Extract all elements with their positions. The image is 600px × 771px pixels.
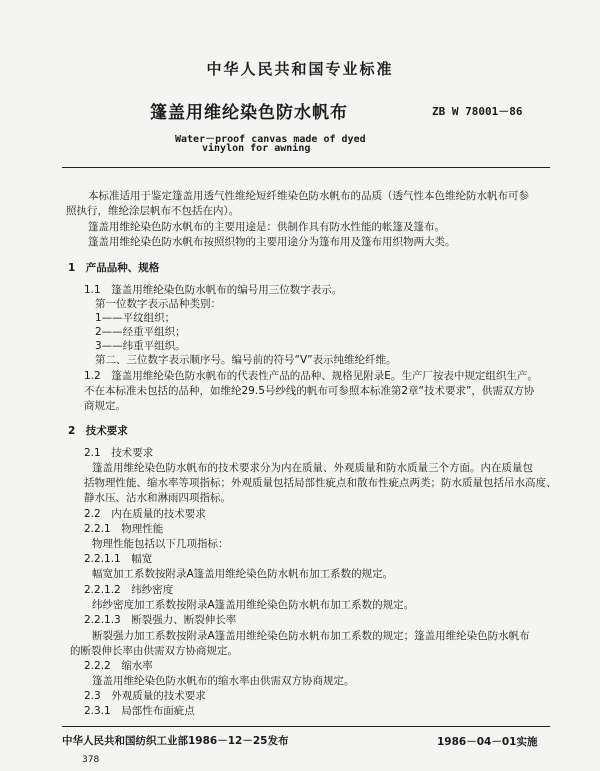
section-2-3: 2.3 外观质量的技术要求	[84, 690, 206, 702]
document-title: 篷盖用维纶染色防水帆布	[150, 103, 348, 123]
list-intro: 第一位数字表示品种类别：	[95, 298, 221, 310]
list-item-1: 1——平纹组织；	[95, 312, 176, 324]
issuing-agency: 中华人民共和国专业标准	[206, 60, 394, 78]
section-1-2-line-2: 不在本标准未包括的品种，如维纶29.5号纱线的帆布可参照本标准第2章“技术要求”，供需双方协	[84, 385, 535, 397]
english-title-line-2: vinylon for awning	[202, 143, 311, 154]
intro-paragraph-3: 篷盖用维纶染色防水帆布按照织物的主要用途分为篷布用及篷布用织物两大类。	[88, 236, 456, 248]
section-2-2-1-3: 2.2.1.3 断裂强力、断裂伸长率	[84, 614, 237, 626]
section-2-heading: 2 技术要求	[68, 425, 128, 437]
section-2-3-1: 2.3.1 局部性布面疵点	[84, 705, 195, 717]
intro-paragraph-1b: 照执行，维纶涂层帆布不包括在内）。	[66, 205, 240, 217]
section-2-2-1-3-para-1: 断裂强力加工系数按附录A篷盖用维纶染色防水帆布加工系数的规定；篷盖用维纶染色防水帆布	[92, 630, 530, 642]
section-1-2-line-1: 1.2 篷盖用维纶染色防水帆布的代表性产品的品种、规格见附录E。生产厂按表中规定组织生产。	[84, 370, 538, 382]
issue-date: 中华人民共和国纺织工业部1986－12－25发布	[62, 735, 289, 747]
section-1-2-line-3: 商规定。	[84, 400, 126, 412]
standard-number: ZB W 78001－86	[432, 105, 523, 118]
section-2-2-1-3-para-2: 的断裂伸长率由供需双方协商规定。	[70, 645, 238, 657]
list-item-2: 2——经重平组织；	[95, 326, 186, 338]
section-2-2-1-2-para: 纬纱密度加工系数按附录A篷盖用维纶染色防水帆布加工系数的规定。	[92, 599, 415, 611]
section-2-2-1: 2.2.1 物理性能	[84, 523, 164, 535]
section-2-2-2: 2.2.2 缩水率	[84, 660, 153, 672]
effective-date: 1986－04－01实施	[437, 736, 538, 748]
section-2-2-1-para: 物理性能包括以下几项指标：	[92, 538, 229, 550]
section-2-2-2-para: 篷盖用维纶染色防水帆布的缩水率由供需双方协商规定。	[92, 675, 355, 687]
page-number: 378	[82, 755, 100, 765]
section-2-2-1-2: 2.2.1.2 纬纱密度	[84, 584, 174, 596]
footer-divider	[62, 726, 550, 727]
section-2-1: 2.1 技术要求	[84, 447, 154, 459]
section-1-1: 1.1 篷盖用维纶染色防水帆布的编号用三位数字表示。	[84, 284, 343, 296]
section-2-2: 2.2 内在质量的技术要求	[84, 508, 206, 520]
section-2-1-para-1: 篷盖用维纶染色防水帆布的技术要求分为内在质量、外观质量和防水质量三个方面。内在质量包	[92, 462, 533, 474]
section-2-2-1-1: 2.2.1.1 幅宽	[84, 553, 153, 565]
intro-paragraph-2: 篷盖用维纶染色防水帆布的主要用途是：供制作具有防水性能的帐篷及篷布。	[88, 221, 445, 233]
header-divider	[62, 167, 550, 168]
list-note: 第二、三位数字表示顺序号。编号前的符号“V”表示纯维纶纤维。	[95, 354, 397, 366]
list-item-3: 3——纬重平组织。	[95, 340, 186, 352]
section-2-1-para-3: 静水压、沾水和淋雨四项指标。	[84, 492, 231, 504]
section-1-heading: 1 产品品种、规格	[68, 262, 160, 274]
intro-paragraph-1a: 本标准适用于鉴定篷盖用透气性维纶短纤维染色防水帆布的品质（透气性本色维纶防水帆布可参	[88, 190, 529, 202]
section-2-1-para-2: 括物理性能、缩水率等项指标；外观质量包括局部性疵点和散布性疵点两类；防水质量包括吊水高度、	[84, 477, 557, 489]
section-2-2-1-1-para: 幅宽加工系数按附录A篷盖用维纶染色防水帆布加工系数的规定。	[92, 568, 394, 580]
english-title-line-1: Water－proof canvas made of dyed	[175, 134, 366, 145]
